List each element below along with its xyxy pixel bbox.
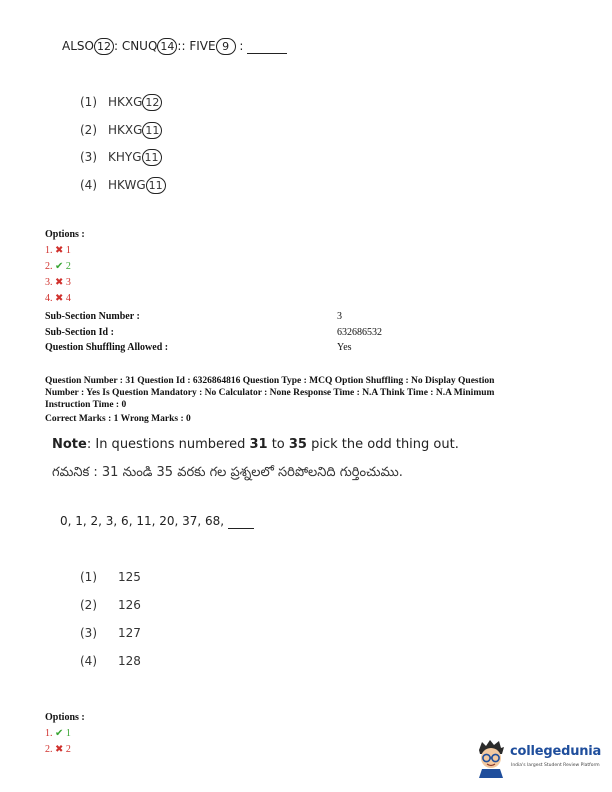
logo-tagline: India's largest Student Review Platform [511, 763, 600, 768]
option-text: HKXG [108, 123, 143, 137]
option-text: 128 [118, 654, 141, 668]
answer-value: 1 [65, 245, 71, 256]
q30-separator: : [235, 39, 248, 53]
subsection-id-value: 632686532 [337, 327, 382, 338]
shuffling-label: Question Shuffling Allowed : [45, 342, 169, 353]
instruction-note [52, 437, 459, 452]
option-text: KHYG [108, 150, 142, 164]
answer-option-1 [45, 728, 71, 739]
option-number: (2) [80, 123, 97, 137]
shuffling-value: Yes [337, 342, 352, 353]
option-circled-number: 11 [146, 177, 166, 194]
answer-number: 3. [45, 277, 53, 288]
option-text: 125 [118, 570, 141, 584]
collegedunia-logo[interactable] [474, 736, 608, 780]
answer-value: 1 [65, 728, 71, 739]
cross-icon: ✖ [55, 293, 64, 304]
option-circled-number: 11 [142, 122, 162, 139]
answer-number: 2. [45, 261, 53, 272]
q31-option-3 [80, 626, 141, 640]
q30-option-3 [80, 149, 162, 166]
option-text: HKXG [108, 95, 143, 109]
answer-option-3 [45, 277, 71, 288]
note-label: Note [52, 437, 87, 452]
answer-number: 2. [45, 744, 53, 755]
q30-circled-3: 9 [216, 38, 236, 55]
subsection-number-value: 3 [337, 311, 342, 322]
student-mascot-icon [474, 738, 508, 778]
q30-option-4 [80, 177, 166, 194]
q30-option-1 [80, 94, 162, 111]
option-number: (4) [80, 178, 97, 192]
answer-option-2 [45, 261, 71, 272]
option-text: 126 [118, 598, 141, 612]
q31-option-1 [80, 570, 141, 584]
option-number: (2) [80, 598, 97, 612]
marks-line: Correct Marks : 1 Wrong Marks : 0 [45, 414, 191, 424]
q30-term-2: : CNUQ [113, 39, 158, 53]
answer-value: 2 [65, 744, 71, 755]
option-number: (4) [80, 654, 97, 668]
cross-icon: ✖ [55, 744, 64, 755]
option-number: (3) [80, 150, 97, 164]
answer-value: 4 [65, 293, 71, 304]
q30-option-2 [80, 122, 162, 139]
option-number: (3) [80, 626, 97, 640]
q30-term-3: :: FIVE [177, 39, 216, 53]
option-text: HKWG [108, 178, 146, 192]
answer-value: 3 [65, 277, 71, 288]
answer-blank [228, 514, 254, 529]
answer-option-4 [45, 293, 71, 304]
options-heading: Options : [45, 712, 85, 723]
q31-option-4 [80, 654, 141, 668]
metadata-line: Instruction Time : 0 [45, 400, 127, 410]
question-31-series [60, 514, 254, 529]
q30-term-1: ALSO [62, 39, 94, 53]
cross-icon: ✖ [55, 277, 64, 288]
note-start-number: 31 [249, 437, 268, 452]
answer-option-1 [45, 245, 71, 256]
subsection-number-label: Sub-Section Number : [45, 311, 140, 322]
answer-number: 4. [45, 293, 53, 304]
cross-icon: ✖ [55, 245, 64, 256]
option-number: (1) [80, 570, 97, 584]
q30-circled-2: 14 [157, 38, 177, 55]
logo-wordmark: collegedunia [510, 744, 602, 759]
metadata-line: Question Number : 31 Question Id : 6326864816 Question Type : MCQ Option Shuffling : No Display Question [45, 376, 495, 386]
note-text: : In questions numbered [86, 437, 250, 452]
check-icon: ✔ [55, 261, 64, 272]
answer-value: 2 [65, 261, 71, 272]
telugu-note: గమనిక : 31 నుండి 35 వరకు గల ప్రశ్నలలో సరిపోలనిది గుర్తించుము. [52, 465, 403, 480]
option-text: 127 [118, 626, 141, 640]
note-end-number: 35 [288, 437, 307, 452]
question-31-metadata [45, 375, 575, 425]
option-number: (1) [80, 95, 97, 109]
option-circled-number: 12 [142, 94, 162, 111]
note-text: pick the odd thing out. [306, 437, 459, 452]
answer-number: 1. [45, 728, 53, 739]
answer-blank [247, 39, 287, 54]
number-series: 0, 1, 2, 3, 6, 11, 20, 37, 68, [60, 514, 228, 528]
q31-option-2 [80, 598, 141, 612]
answer-number: 1. [45, 245, 53, 256]
option-circled-number: 11 [142, 149, 162, 166]
subsection-id-label: Sub-Section Id : [45, 327, 114, 338]
question-30-stem [62, 38, 287, 55]
note-text: to [267, 437, 289, 452]
metadata-line: Number : Yes Is Question Mandatory : No Calculator : None Response Time : N.A Think Time : N.A Minimum [45, 388, 495, 398]
check-icon: ✔ [55, 728, 64, 739]
q30-circled-1: 12 [94, 38, 114, 55]
options-heading: Options : [45, 229, 85, 240]
answer-option-2 [45, 744, 71, 755]
